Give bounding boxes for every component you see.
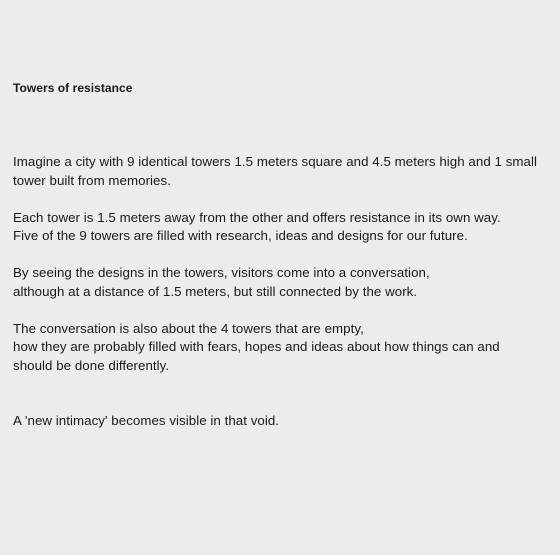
paragraph-line: By seeing the designs in the towers, visitors come into a conversation, [13, 265, 430, 280]
paragraph-line: The conversation is also about the 4 towers that are empty, [13, 320, 364, 336]
body-text [13, 153, 558, 449]
paragraph [13, 264, 558, 301]
paragraph-line: how they are probably filled with fears, hopes and ideas about how things can and [13, 339, 500, 354]
paragraph [13, 209, 558, 246]
paragraph-line: A 'new intimacy' becomes visible in that void. [13, 413, 280, 428]
paragraph [13, 153, 558, 190]
page-title: Towers of resistance [13, 81, 133, 95]
closing-paragraph [13, 412, 558, 431]
paragraph [13, 320, 558, 376]
paragraph-line: should be done differently. [13, 357, 170, 373]
paragraph-line: Each tower is 1.5 meters away from the other and offers resistance in its own way. [13, 209, 501, 225]
paragraph-line: tower built from memories. [13, 172, 171, 188]
paragraph-line: Imagine a city with 9 identical towers 1.5 meters square and 4.5 meters high and 1 small [13, 154, 537, 169]
paragraph-line: Five of the 9 towers are filled with research, ideas and designs for our future. [13, 228, 468, 243]
paragraph-line: although at a distance of 1.5 meters, but still connected by the work. [13, 283, 418, 299]
